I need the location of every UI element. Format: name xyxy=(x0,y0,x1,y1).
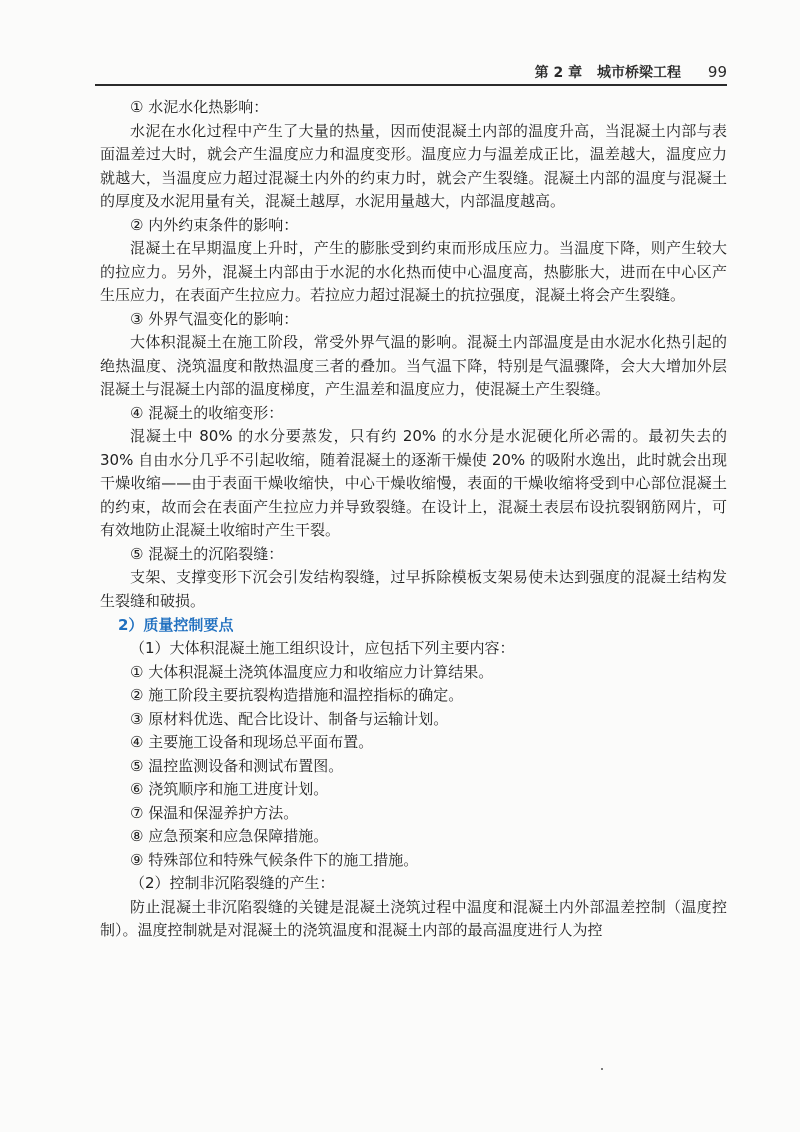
list-item: ④ 主要施工设备和现场总平面布置。 xyxy=(130,733,374,751)
list-item: ⑦ 保温和保湿养护方法。 xyxy=(130,803,299,822)
body-paragraph: 混凝土中 80% 的水分要蒸发，只有约 20% 的水分是水泥硬化所必需的。最初失去的 30% 自由水分几乎不引起收缩，随着混凝土的逐渐干燥使 20% 的吸附水逸出，此时就会出现干燥收缩——由于表面干燥收缩快，中心干燥收缩慢，表面的干燥收缩将受到中心部位混凝土的约束，故而会在表面产生拉应力并导致裂缝。在设计上，混凝土表层布设抗裂钢筋网片，可有效地防止混凝土收缩时产生干裂。 xyxy=(100,427,727,539)
running-head xyxy=(535,62,727,82)
chapter-title: 城市桥梁工程 xyxy=(597,65,682,81)
list-item: ② 内外约束条件的影响： xyxy=(130,215,299,234)
page-number: 99 xyxy=(707,63,727,81)
list-item: ⑤ 混凝土的沉陷裂缝： xyxy=(130,544,284,563)
list-item: ③ 原材料优选、配合比设计、制备与运输计划。 xyxy=(130,709,449,728)
list-item: （2）控制非沉陷裂缝的产生： xyxy=(130,874,335,892)
list-item: ⑨ 特殊部位和特殊气候条件下的施工措施。 xyxy=(130,850,419,869)
list-item: ③ 外界气温变化的影响： xyxy=(130,309,299,328)
list-item: ⑤ 温控监测设备和测试布置图。 xyxy=(130,756,344,775)
body-paragraph: 大体积混凝土在施工阶段，常受外界气温的影响。混凝土内部温度是由水泥水化热引起的绝热温度、浇筑温度和散热温度三者的叠加。当气温下降，特别是气温骤降，会大大增加外层混凝土与混凝土内部的温度梯度，产生温差和温度应力，使混凝土产生裂缝。 xyxy=(100,333,727,398)
list-item: ② 施工阶段主要抗裂构造措施和温控指标的确定。 xyxy=(130,686,464,704)
body-paragraph: 水泥在水化过程中产生了大量的热量，因而使混凝土内部的温度升高，当混凝土内部与表面温差过大时，就会产生温度应力和温度变形。温度应力与温差成正比，温差越大，温度应力就越大，当温度应力超过混凝土内外的约束力时，就会产生裂缝。混凝土内部的温度与混凝土的厚度及水泥用量有关，混凝土越厚，水泥用量越大，内部温度越高。 xyxy=(100,121,727,210)
list-item: （1）大体积混凝土施工组织设计，应包括下列主要内容： xyxy=(130,639,515,657)
list-item: ⑥ 浇筑顺序和施工进度计划。 xyxy=(130,780,329,798)
header-rule xyxy=(95,84,727,86)
body-text xyxy=(100,96,727,943)
body-paragraph: 防止混凝土非沉陷裂缝的关键是混凝土浇筑过程中温度和混凝土内外部温差控制（温度控制）。温度控制就是对混凝土的浇筑温度和混凝土内部的最高温度进行人为控 xyxy=(100,897,727,939)
list-item: ① 水泥水化热影响： xyxy=(130,98,269,116)
scan-speck xyxy=(601,1068,603,1070)
body-paragraph: 混凝土在早期温度上升时，产生的膨胀受到约束而形成压应力。当温度下降，则产生较大的拉应力。另外，混凝土内部由于水泥的水化热而使中心温度高，热膨胀大，进而在中心区产生压应力，在表面产生拉应力。若拉应力超过混凝土的抗拉强度，混凝土将会产生裂缝。 xyxy=(100,239,727,304)
list-item: ① 大体积混凝土浇筑体温度应力和收缩应力计算结果。 xyxy=(130,662,494,681)
page-header xyxy=(95,56,727,86)
list-item: ⑧ 应急预案和应急保障措施。 xyxy=(130,827,329,845)
section-heading: 2）质量控制要点 xyxy=(118,616,234,634)
body-paragraph: 支架、支撑变形下沉会引发结构裂缝，过早拆除模板支架易使未达到强度的混凝土结构发生裂缝和破损。 xyxy=(100,568,727,610)
list-item: ④ 混凝土的收缩变形： xyxy=(130,403,284,422)
chapter-label: 第 2 章 xyxy=(534,65,583,81)
